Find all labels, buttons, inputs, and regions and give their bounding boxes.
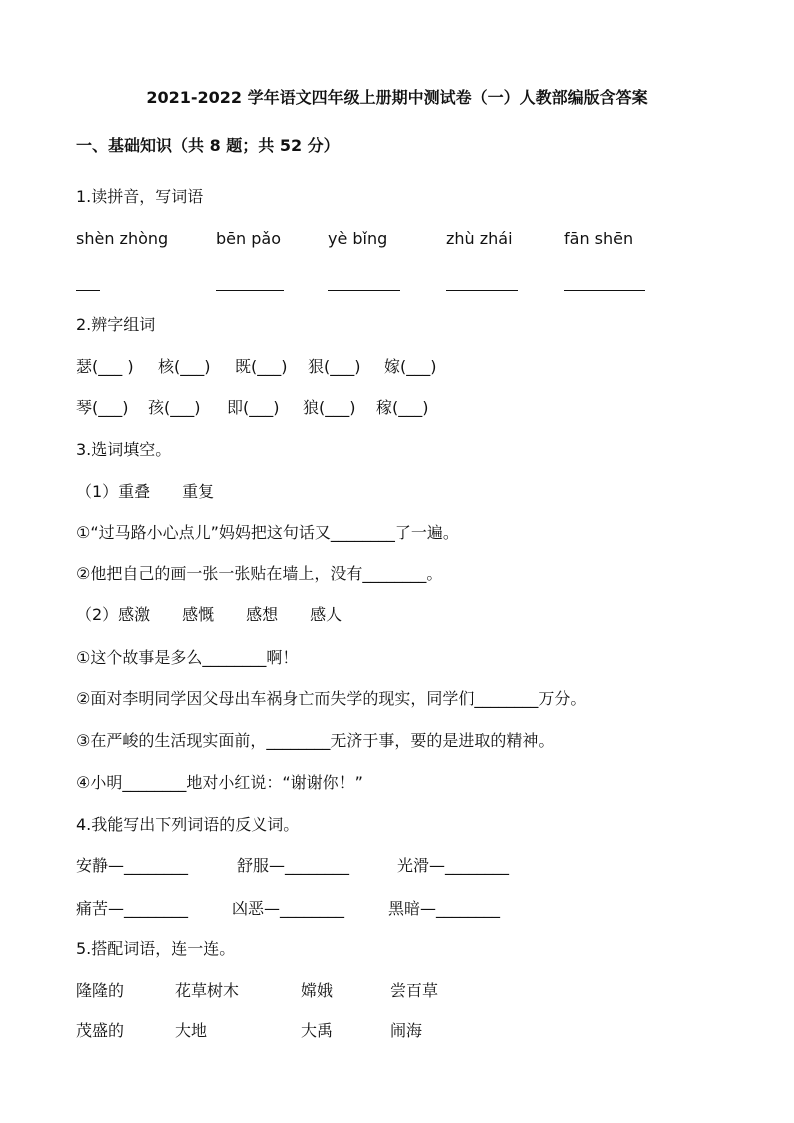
- question-1-prompt: 1.读拼音，写词语: [76, 187, 204, 206]
- question-2-prompt: 2.辨字组词: [76, 315, 156, 334]
- match-word: 大禹: [301, 1021, 334, 1040]
- char-item: 琴(___): [76, 398, 129, 417]
- fill-sentence: ①“过马路小心点儿”妈妈把这句话又________了一遍。: [76, 523, 459, 542]
- answer-blank-4[interactable]: [446, 290, 518, 291]
- char-item: 瑟(___ ): [76, 357, 134, 376]
- antonym-item: 凶恶—________: [232, 899, 345, 918]
- fill-sentence: ③在严峻的生活现实面前，________无济于事，要的是进取的精神。: [76, 731, 555, 750]
- match-word: 大地: [175, 1021, 208, 1040]
- fill-sentence: ①这个故事是多么________啊！: [76, 648, 299, 667]
- fill-sentence: ④小明________地对小红说：“谢谢你！”: [76, 773, 363, 792]
- answer-blank-5[interactable]: [564, 290, 645, 291]
- char-item: 核(___): [158, 357, 211, 376]
- pinyin-4: zhù zhái: [446, 229, 513, 248]
- char-item: 既(___): [235, 357, 288, 376]
- char-item: 孩(___): [148, 398, 201, 417]
- char-item: 狠(___): [308, 357, 361, 376]
- pinyin-3: yè bǐng: [328, 229, 388, 248]
- antonym-item: 黑暗—________: [388, 899, 501, 918]
- antonym-item: 光滑—________: [397, 856, 510, 875]
- antonym-item: 痛苦—________: [76, 899, 189, 918]
- pinyin-1: shèn zhòng: [76, 229, 169, 248]
- match-word: 隆隆的: [76, 981, 125, 1000]
- pinyin-5: fān shēn: [564, 229, 634, 248]
- match-word: 花草树木: [175, 981, 240, 1000]
- match-word: 茂盛的: [76, 1021, 125, 1040]
- document-title: 2021-2022 学年语文四年级上册期中测试卷（一）人教部编版含答案: [146, 88, 648, 107]
- answer-blank-1[interactable]: [76, 290, 100, 291]
- question-4-prompt: 4.我能写出下列词语的反义词。: [76, 815, 300, 834]
- word-choices-1: （1）重叠 重复: [76, 482, 215, 501]
- section-heading: 一、基础知识（共 8 题；共 52 分）: [76, 136, 340, 155]
- char-item: 狼(___): [303, 398, 356, 417]
- pinyin-2: bēn pǎo: [216, 229, 281, 248]
- fill-sentence: ②他把自己的画一张一张贴在墙上，没有________。: [76, 564, 443, 583]
- answer-blank-3[interactable]: [328, 290, 400, 291]
- antonym-item: 舒服—________: [237, 856, 350, 875]
- fill-sentence: ②面对李明同学因父母出车祸身亡而失学的现实，同学们________万分。: [76, 689, 587, 708]
- match-word: 尝百草: [390, 981, 439, 1000]
- char-item: 嫁(___): [384, 357, 437, 376]
- question-3-prompt: 3.选词填空。: [76, 440, 172, 459]
- answer-blank-2[interactable]: [216, 290, 284, 291]
- antonym-item: 安静—________: [76, 856, 189, 875]
- char-item: 稼(___): [376, 398, 429, 417]
- match-word: 闹海: [390, 1021, 423, 1040]
- question-5-prompt: 5.搭配词语，连一连。: [76, 939, 236, 958]
- char-item: 即(___): [227, 398, 280, 417]
- word-choices-2: （2）感激 感慨 感想 感人: [76, 605, 343, 624]
- match-word: 嫦娥: [301, 981, 334, 1000]
